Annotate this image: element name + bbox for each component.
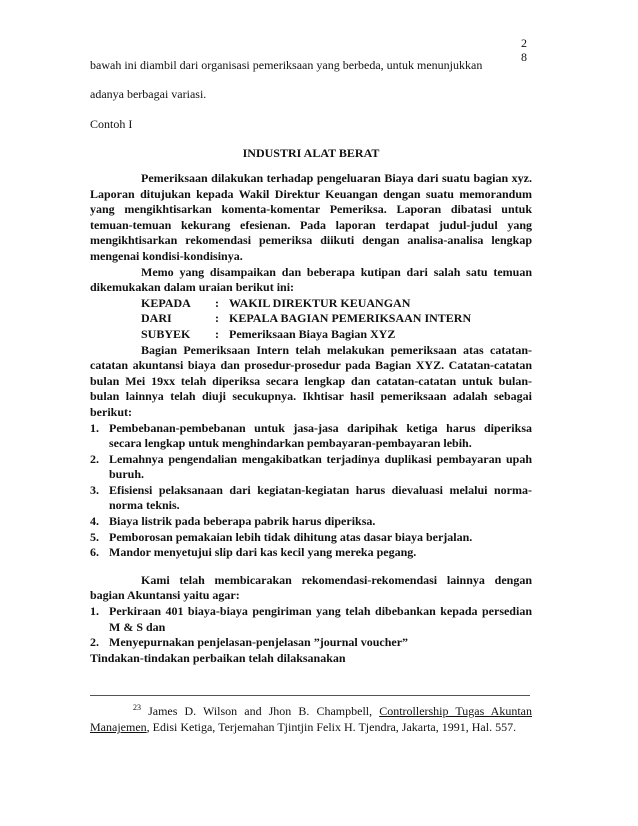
spacer — [90, 561, 532, 573]
memo-key: KEPADA — [141, 295, 191, 310]
memo-value: Pemeriksaan Biaya Bagian XYZ — [229, 326, 396, 341]
memo-header — [90, 296, 532, 343]
list-text: Efisiensi pelaksanaan dari kegiatan-kegiatan harus dievaluasi melalui norma-norma teknis. — [109, 482, 532, 513]
memo-value: KEPALA BAGIAN PEMERIKSAAN INTERN — [229, 311, 472, 326]
page-number-top: 2 — [521, 36, 527, 50]
memo-row-dari — [90, 311, 532, 327]
example-label: Contoh I — [90, 117, 133, 131]
memo-value: WAKIL DIREKTUR KEUANGAN — [229, 295, 411, 310]
paragraph-2: Memo yang disampaikan dan beberapa kutipan dari salah satu temuan dikemukakan dalam uraian berikut ini: — [90, 264, 532, 295]
list-number: 6. — [90, 545, 99, 560]
list-item — [90, 452, 532, 483]
intro-paragraph — [90, 56, 532, 104]
findings-list — [90, 421, 532, 561]
example-content — [90, 145, 532, 666]
paragraph-1: Pemeriksaan dilakukan terhadap pengeluaran Biaya dari suatu bagian xyz. Laporan ditujukan kepada Wakil Direktur Keuangan dengan suatu memorandum yang mengikhtisarkan komenta-komentar Pemeriksa. Laporan dibatasi untuk temuan-temuan kekurang efesienan. Pada laporan terdapat judul-judul yang mengikhtisarkan rekomendasi pemeriksa diikuti dengan analisa-analisa lengkap mengenai kondisi-kondisinya. — [90, 171, 532, 263]
footnote — [90, 703, 532, 735]
footnote-book-title: Controllership Tugas Akuntan Manajemen — [90, 704, 533, 734]
list-text: Mandor menyetujui slip dari kas kecil yang mereka pegang. — [109, 545, 417, 560]
list-text: Biaya listrik pada beberapa pabrik harus diperiksa. — [109, 514, 376, 529]
list-number: 1. — [90, 604, 99, 619]
intro-line-1: bawah ini diambil dari organisasi pemeriksaan yang berbeda, untuk menunjukkan — [90, 58, 483, 72]
section-title: INDUSTRI ALAT BERAT — [242, 146, 380, 160]
list-number: 2. — [90, 635, 99, 650]
recommendations-list — [90, 604, 532, 651]
intro-line-2: adanya berbagai variasi. — [90, 87, 207, 101]
list-number: 3. — [90, 482, 99, 497]
list-item — [90, 545, 532, 561]
list-item — [90, 635, 532, 651]
list-text: Lemahnya pengendalian mengakibatkan terjadinya duplikasi pembayaran upah buruh. — [109, 451, 532, 482]
list-text: Pemborosan pemakaian lebih tidak dihitung atas dasar biaya berjalan. — [109, 529, 473, 544]
list-text: Pembebanan-pembebanan untuk jasa-jasa daripihak ketiga harus diperiksa secara lengkap untuk menghindarkan pembayaran-pembayaran lebih. — [109, 420, 532, 451]
list-number: 1. — [90, 420, 99, 435]
list-item — [90, 421, 532, 452]
list-item — [90, 530, 532, 546]
footnote-publication: , Edisi Ketiga, Terjemahan Tjintjin Felix H. Tjendra, Jakarta, 1991, Hal. 557. — [146, 720, 517, 734]
footnote-marker: 23 — [133, 703, 141, 712]
list-number: 4. — [90, 514, 99, 529]
memo-colon: : — [215, 326, 219, 341]
memo-key: DARI — [141, 311, 172, 326]
memo-colon: : — [215, 311, 219, 326]
page-number-bottom: 8 — [521, 50, 527, 64]
list-item — [90, 483, 532, 514]
list-item — [90, 604, 532, 635]
memo-colon: : — [215, 295, 219, 310]
closing-line: Tindakan-tindakan perbaikan telah dilaksanakan — [90, 650, 346, 665]
footnote-author: James D. Wilson and Jhon B. Champbell, — [148, 704, 373, 718]
list-number: 5. — [90, 529, 99, 544]
footnote-divider — [90, 695, 530, 696]
memo-row-subyek — [90, 327, 532, 343]
list-text: Perkiraan 401 biaya-biaya pengiriman yang telah dibebankan kepada persedian M & S dan — [109, 604, 532, 634]
memo-key: SUBYEK — [141, 326, 191, 341]
footnote-indent — [90, 703, 141, 719]
memo-row-kepada — [90, 296, 532, 312]
paragraph-3: Bagian Pemeriksaan Intern telah melakukan pemeriksaan atas catatan-catatan akuntansi biaya dan prosedur-prosedur pada Bagian XYZ. Catatan-catatan bulan Mei 19xx telah diperiksa secara lengkap dan catatan-catatan untuk bulan-bulan lainnya telah diuji secukupnya. Ikhtisar hasil pemeriksaan adalah sebagai berikut: — [90, 342, 532, 419]
list-item — [90, 514, 532, 530]
paragraph-4: Kami telah membicarakan rekomendasi-rekomendasi lainnya dengan bagian Akuntansi yaitu agar: — [90, 572, 532, 603]
list-text: Menyepurnakan penjelasan-penjelasan ”journal voucher” — [109, 635, 409, 650]
list-number: 2. — [90, 451, 99, 466]
document-body — [90, 56, 532, 666]
